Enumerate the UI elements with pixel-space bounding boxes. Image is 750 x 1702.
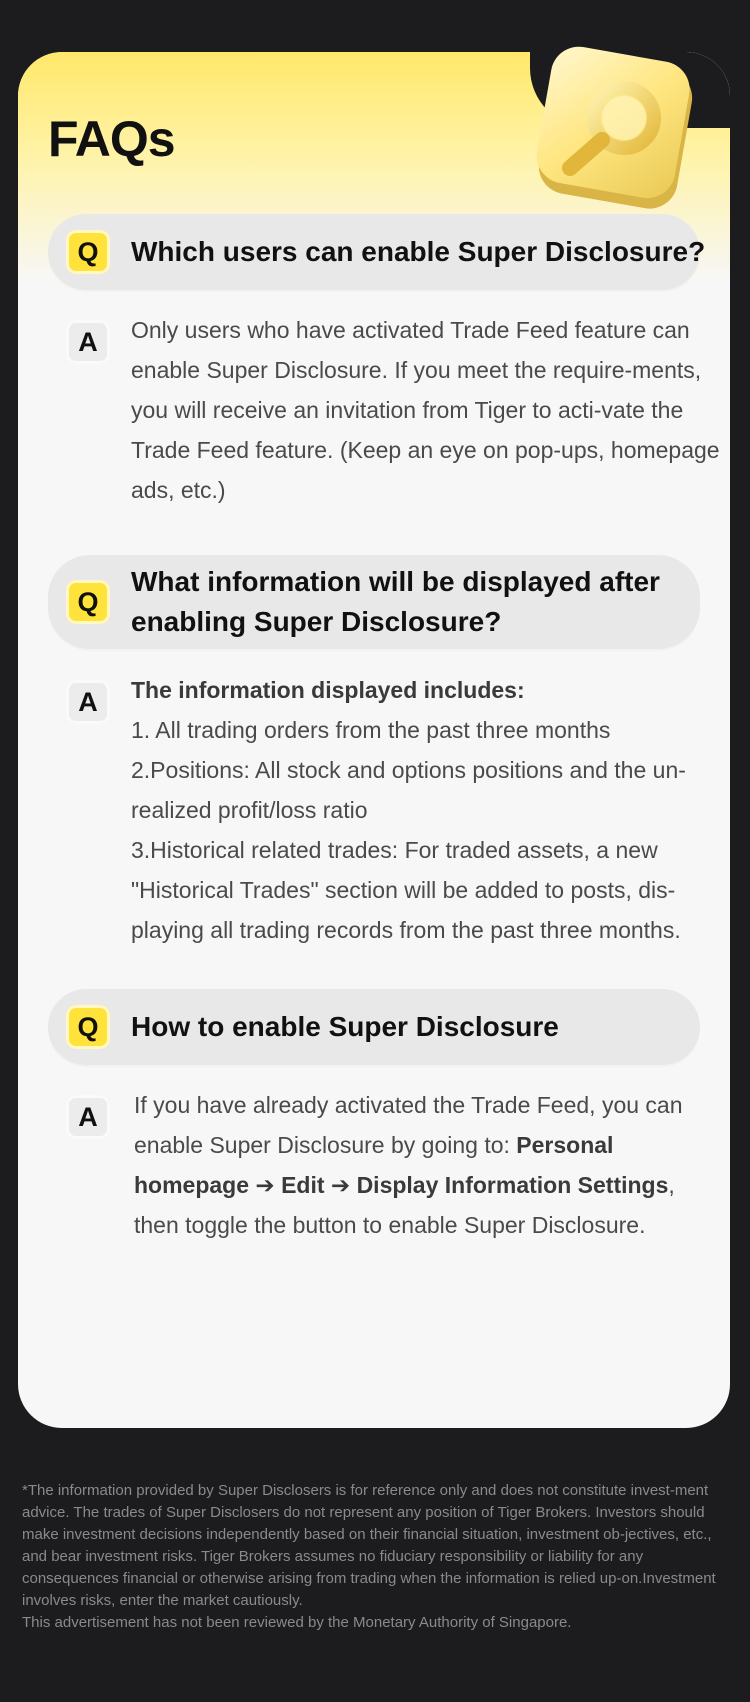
answer-list — [131, 670, 730, 950]
q-badge: Q — [66, 580, 110, 624]
page-title: FAQs — [48, 111, 175, 167]
question-text: Which users can enable Super Disclosure? — [131, 236, 706, 267]
question-text: How to enable Super Disclosure — [131, 1011, 559, 1042]
faq-card — [18, 52, 730, 1428]
answer-path: Personal homepage ➔ Edit ➔ Display Information Settings — [134, 1132, 669, 1198]
answer-text: Only users who have activated Trade Feed feature can enable Super Disclosure. If you meet the require-ments, you will receive an invitation from Tiger to acti-vate the Trade Feed feature. (Keep an eye on pop-ups, homepage ads, etc.) — [131, 317, 720, 503]
disclaimer — [22, 1480, 734, 1634]
faq-question-1 — [48, 214, 706, 290]
q-badge: Q — [66, 1005, 110, 1049]
disclaimer-text: *The information provided by Super Disclosers is for reference only and does not constitute invest-ment advice. The trades of Super Disclosers do not represent any position of Tiger Brokers. Investors should make investment decisions independently based on their financial situation, investment ob-jectives, etc., and bear investment risks. Tiger Brokers assumes no fiduciary responsibility or liability for any consequences financial or otherwise arising from trading when the information is relied up-on.Investment involves risks, enter the market cautiously. — [22, 1482, 716, 1609]
question-text: What information will be displayed after enabling Super Disclosure? — [131, 566, 660, 637]
answer-item-2: 2.Positions: All stock and options positions and the un-realized profit/loss ratio — [131, 757, 686, 823]
answer-text — [134, 1085, 704, 1245]
answer-item-1: 1. All trading orders from the past three months — [131, 717, 611, 743]
faq-question-2 — [48, 555, 700, 649]
q-badge: Q — [66, 230, 110, 274]
answer-text-before: If you have already activated the Trade Feed, you can enable Super Disclosure by going to: — [134, 1092, 683, 1158]
answer-item-3: 3.Historical related trades: For traded assets, a new "Historical Trades" section will be added to posts, dis-playing all trading records from the past three months. — [131, 837, 681, 943]
a-badge: A — [66, 1095, 110, 1139]
a-badge: A — [66, 320, 110, 364]
magnifier-icon — [526, 44, 706, 214]
faq-question-3 — [48, 989, 700, 1065]
answer-text-after: , then toggle the button to enable Super Disclosure. — [134, 1172, 675, 1238]
regulatory-notice: This advertisement has not been reviewed by the Monetary Authority of Singapore. — [22, 1614, 572, 1631]
a-badge: A — [66, 680, 110, 724]
answer-heading: The information displayed includes: — [131, 677, 525, 703]
